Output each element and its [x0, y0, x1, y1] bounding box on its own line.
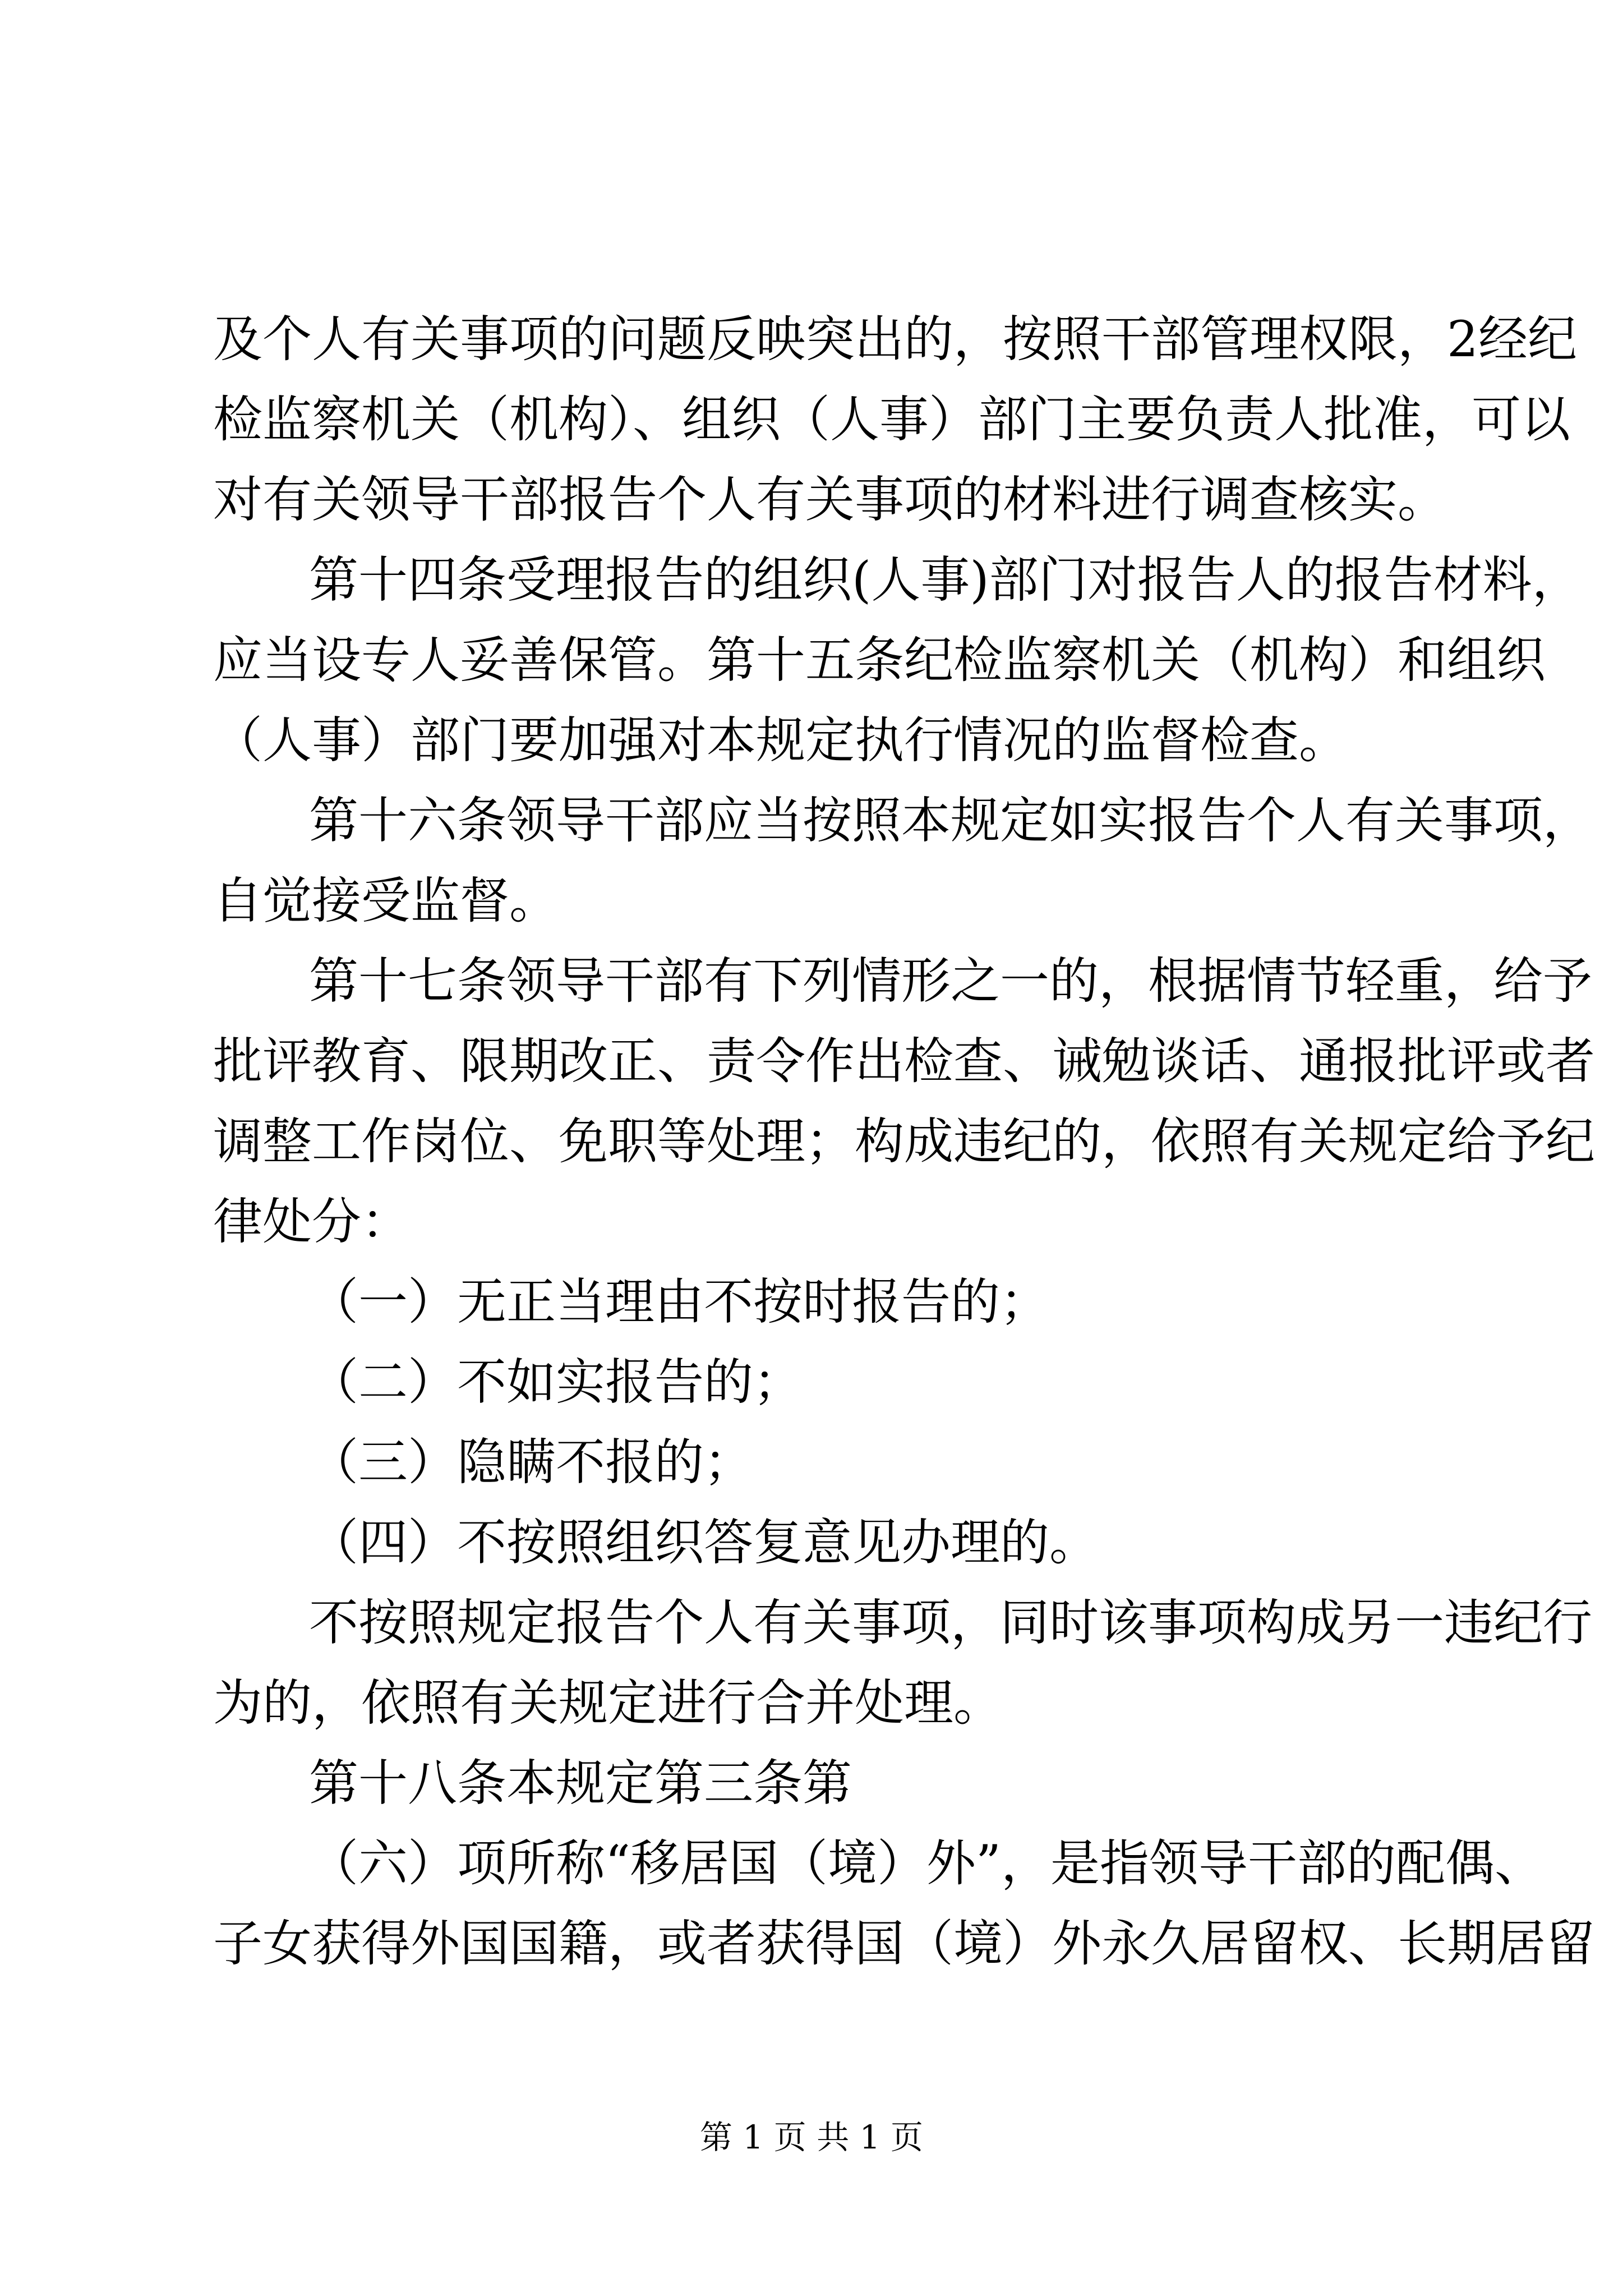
page-number: 第 1 页 共 1 页 — [700, 2118, 923, 2156]
text-line-7: 第十六条领导干部应当按照本规定如实报告个人有关事项， — [309, 792, 1593, 849]
text-line-14: 为的，依照有关规定进行合并处理。 — [213, 1674, 1003, 1732]
text-line-6: （人事）部门要加强对本规定执行情况的监督检查。 — [213, 711, 1349, 769]
text-line-2: 检监察机关（机构）、组织（人事）部门主要负责人批准，可以 — [213, 390, 1571, 448]
list-item-4: （四）不按照组织答复意见办理的。 — [309, 1513, 1099, 1571]
text-line-9: 第十七条领导干部有下列情形之一的，根据情节轻重，给予 — [309, 952, 1593, 1010]
text-line-16: （六）项所称“移居国（境）外”，是指领导干部的配偶、 — [309, 1834, 1544, 1892]
list-item-2: （二）不如实报告的； — [309, 1353, 803, 1411]
text-line-12: 律处分： — [213, 1193, 411, 1250]
text-line-1: 及个人有关事项的问题反映突出的，按照干部管理权限，2经纪 — [213, 310, 1577, 368]
text-line-15: 第十八条本规定第三条第 — [309, 1754, 852, 1812]
list-item-1: （一）无正当理由不按时报告的； — [309, 1273, 1050, 1331]
text-line-8: 自觉接受监督。 — [213, 872, 559, 930]
text-line-4: 第十四条受理报告的组织(人事)部门对报告人的报告材料， — [309, 551, 1581, 609]
text-line-10: 批评教育、限期改正、责令作出检查、诫勉谈话、通报批评或者 — [213, 1032, 1596, 1090]
text-line-13: 不按照规定报告个人有关事项，同时该事项构成另一违纪行 — [309, 1594, 1593, 1651]
text-line-17: 子女获得外国国籍，或者获得国（境）外永久居留权、长期居留 — [213, 1915, 1596, 1972]
text-line-5: 应当设专人妥善保管。第十五条纪检监察机关（机构）和组织 — [213, 631, 1546, 689]
text-line-11: 调整工作岗位、免职等处理；构成违纪的，依照有关规定给予纪 — [213, 1112, 1596, 1170]
text-line-3: 对有关领导干部报告个人有关事项的材料进行调查核实。 — [213, 471, 1447, 528]
list-item-3: （三）隐瞒不报的； — [309, 1433, 754, 1491]
